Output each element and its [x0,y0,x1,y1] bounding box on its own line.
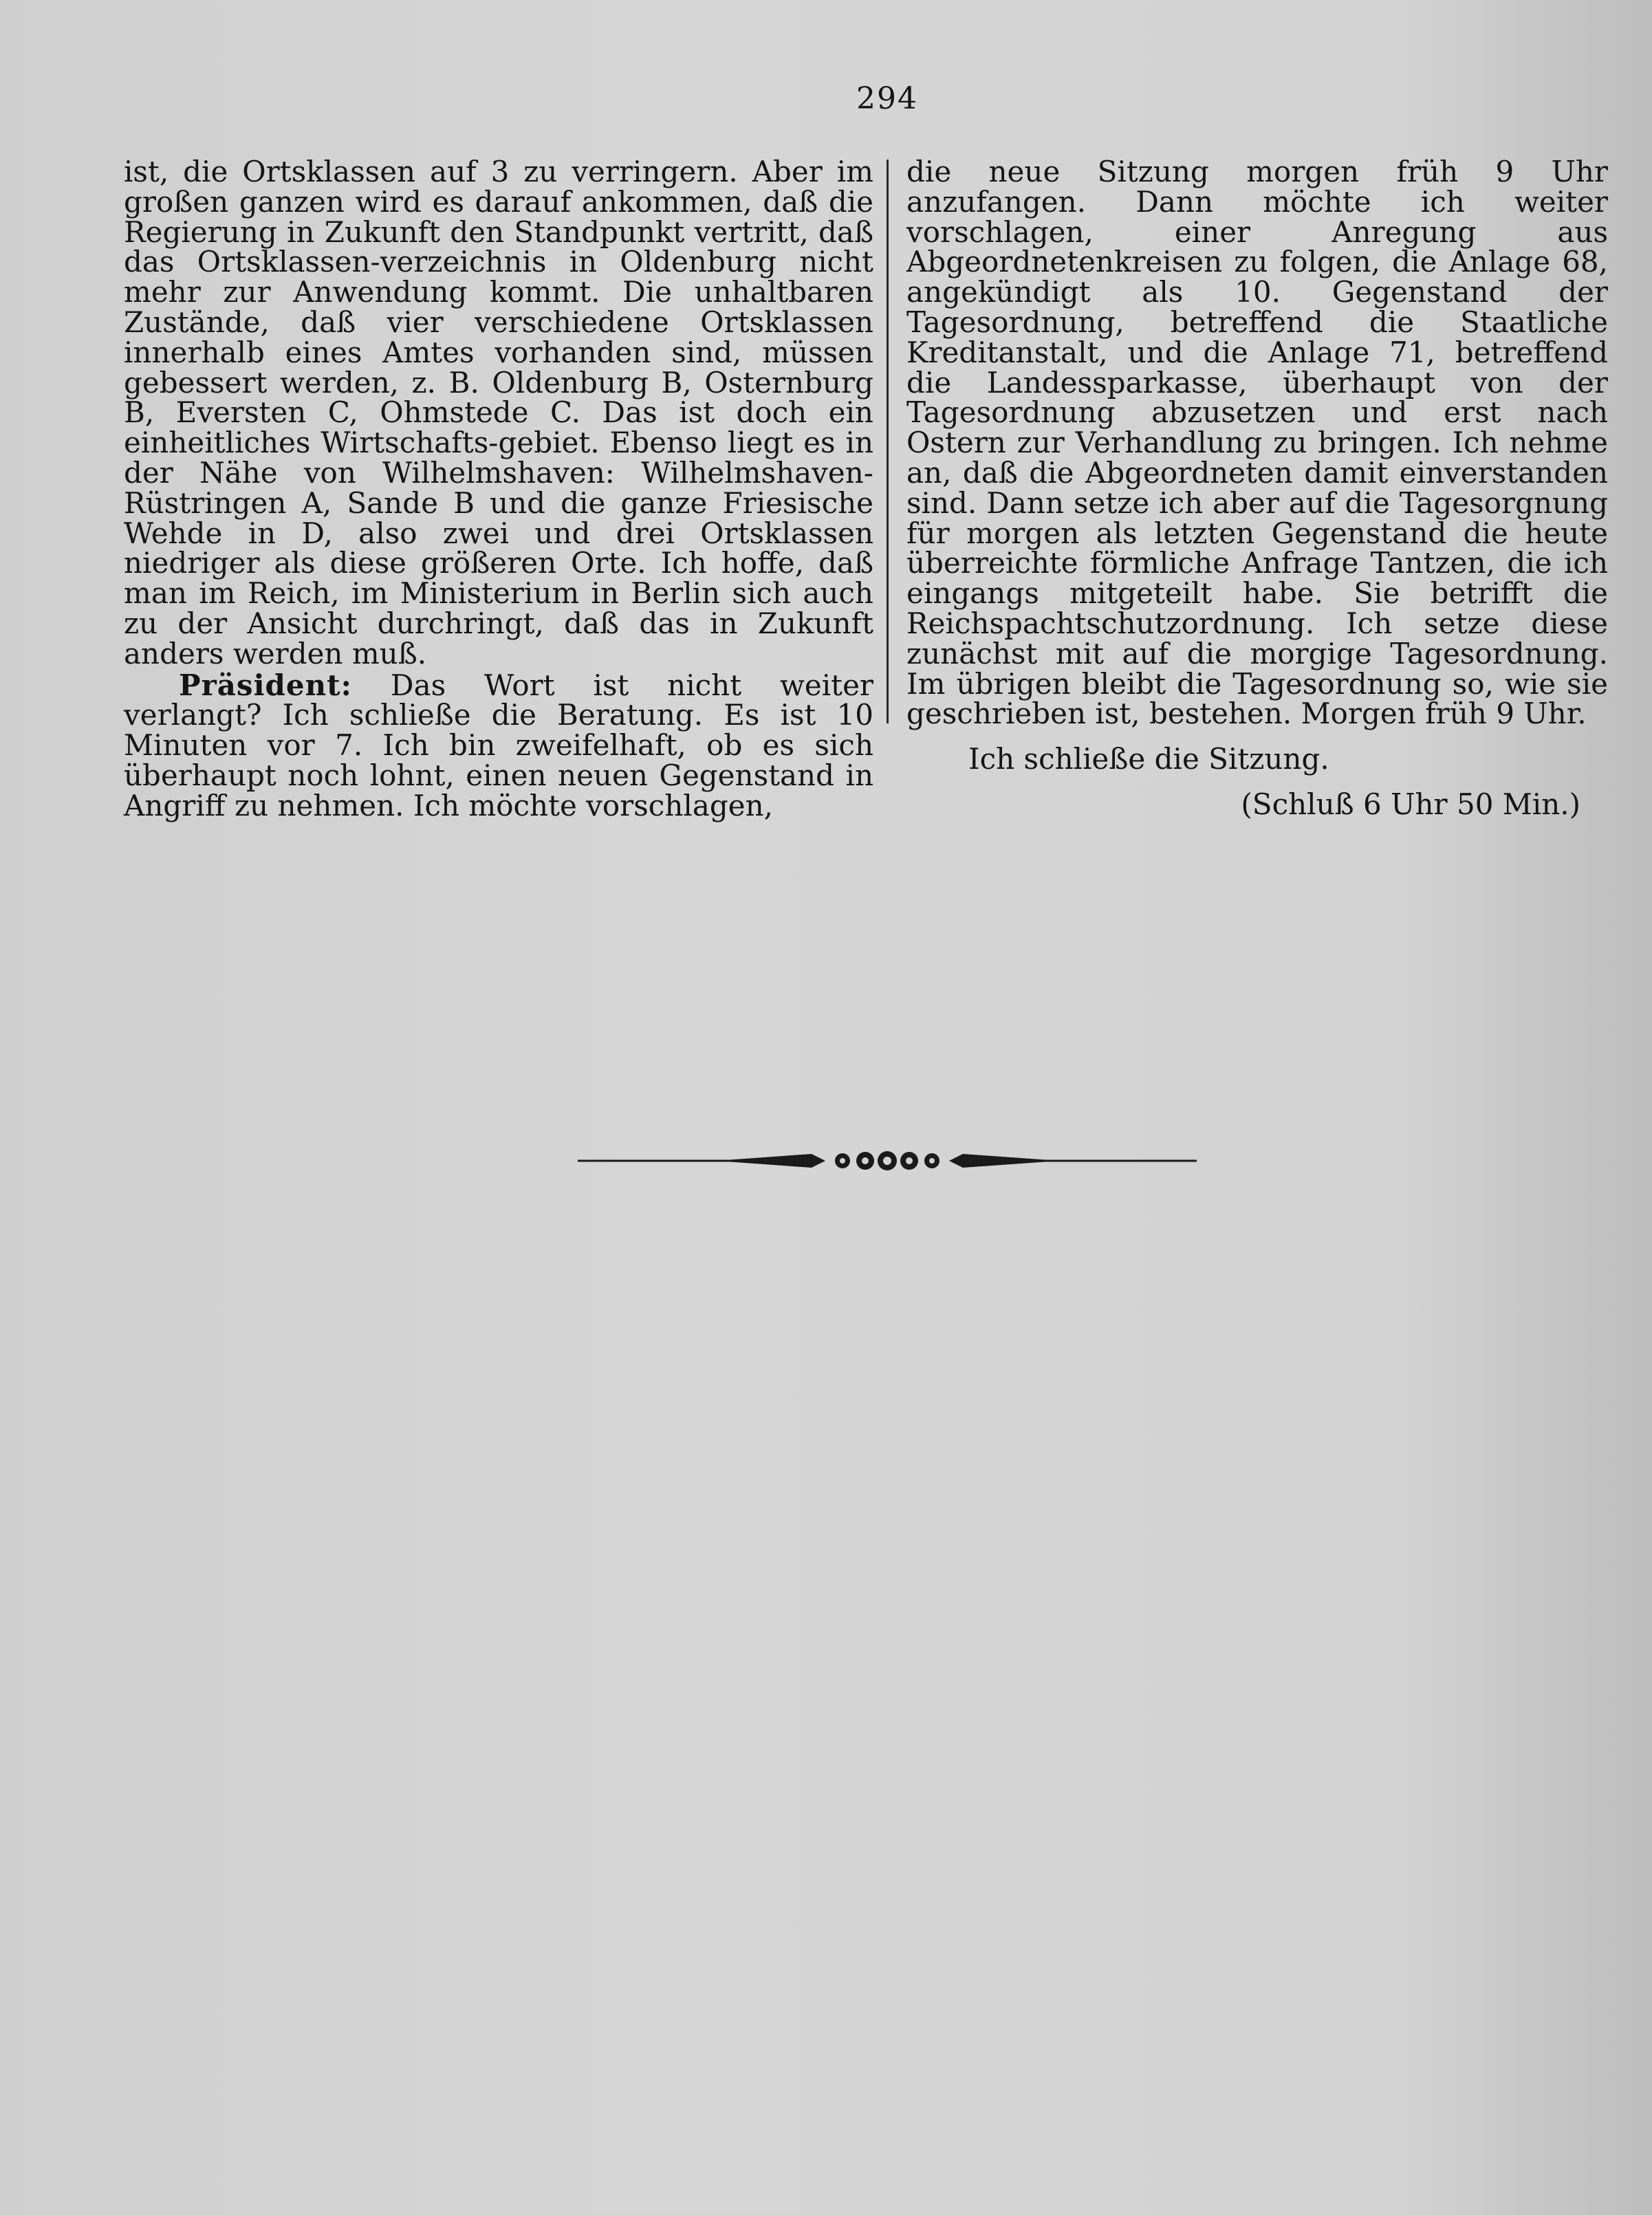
right-paragraph-1: die neue Sitzung morgen früh 9 Uhr anzufangen. Dann möchte ich weiter vorschlagen, einer Anregung aus Abgeordnetenkreisen zu folgen, die Anlage 68, angekündigt als 10. Gegenstand der Tagesordnung, betreffend die Staatliche Kreditanstalt, und die Anlage 71, betreffend die Landessparkasse, überhaupt von der Tagesordnung abzusetzen und erst nach Ostern zur Verhandlung zu bringen. Ich nehme an, daß die Abgeordneten damit einverstanden sind. Dann setze ich aber auf die Tagesorgnung für morgen als letzten Gegenstand die heute überreichte förmliche Anfrage Tantzen, die ich eingangs mitgeteilt habe. Sie betrifft die Reichspachtschutzordnung. Ich setze diese zunächst mit auf die morgige Tagesordnung. Im übrigen bleibt die Tagesordnung so, wie sie geschrieben ist, bestehen. Morgen früh 9 Uhr. [906,155,1608,731]
speaker-text: Das Wort ist nicht weiter verlangt? Ich schließe die Beratung. Es ist 10 Minuten vor 7. Ich bin zweifelhaft, ob es sich überhaupt noch lohnt, einen neuen Gegenstand in Angriff zu nehmen. Ich möchte vorschlagen, [124,668,873,822]
right-column [906,157,1608,820]
column-divider [887,160,889,723]
decorative-rule-ornament-icon [578,1147,1197,1175]
left-paragraph-1: ist, die Ortsklassen auf 3 zu verringern. Aber im großen ganzen wird es darauf ankommen, daß die Regierung in Zukunft den Standpunkt vertritt, daß das Ortsklassen-verzeichnis in Oldenburg nicht mehr zur Anwendung kommt. Die unhaltbaren Zustände, daß vier verschiedene Ortsklassen innerhalb eines Amtes vorhanden sind, müssen gebessert werden, z. B. Oldenburg B, Osternburg B, Eversten C, Ohmstede C. Das ist doch ein einheitliches Wirtschafts-gebiet. Ebenso liegt es in der Nähe von Wilhelmshaven: Wilhelmshaven-Rüstringen A, Sande B und die ganze Friesische Wehde in D, also zwei und drei Ortsklassen niedriger als diese größeren Orte. Ich hoffe, daß man im Reich, im Ministerium in Berlin sich auch zu der Ansicht durchringt, daß das in Zukunft anders werden muß. [124,155,873,670]
left-column [124,157,873,821]
page-number: 294 [856,81,918,116]
left-paragraph-2 [124,670,873,821]
session-end-note: (Schluß 6 Uhr 50 Min.) [1241,787,1580,821]
closing-statement: Ich schließe die Sitzung. [968,742,1329,776]
speaker-label: Präsident: [179,668,353,702]
